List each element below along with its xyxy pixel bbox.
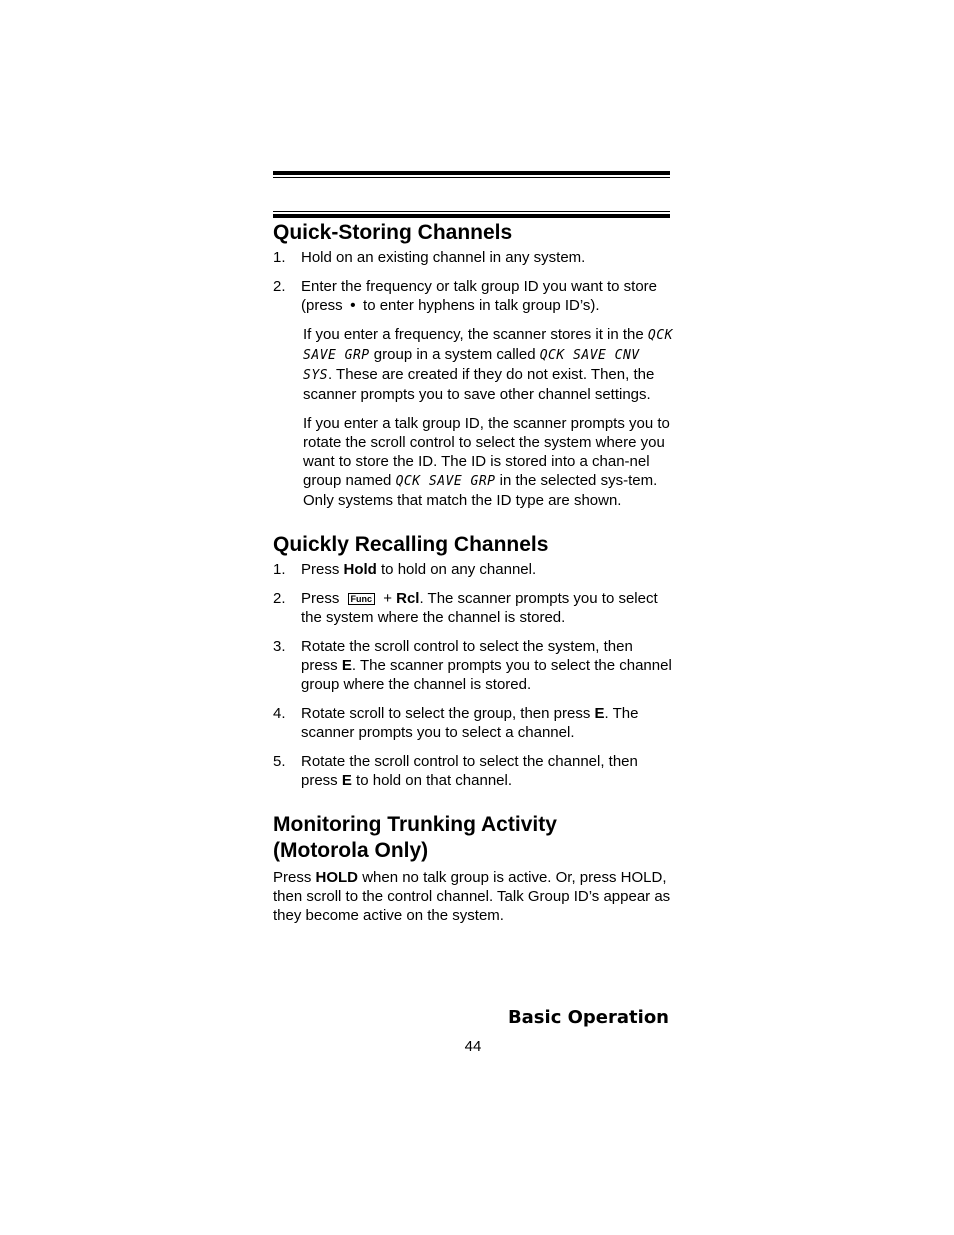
quick-storing-steps bbox=[273, 248, 673, 315]
list-item: 1. Hold on an existing channel in any system. bbox=[273, 249, 586, 266]
func-key-icon: Func bbox=[348, 593, 376, 605]
dot-key-icon: • bbox=[350, 297, 356, 314]
note-paragraph: If you enter a talk group ID, the scanner prompts you to rotate the scroll control to select the system where you want to store the ID. The ID is stored into a chan-nel group named QCK SAVE GRP in the selected sys-tem. Only systems that match the ID type are shown. bbox=[303, 415, 670, 509]
list-item: 2. Press Func + Rcl. The scanner prompts you to select the system where the channel is stored. bbox=[273, 590, 658, 626]
list-item: 4. Rotate scroll to select the group, then press E. The scanner prompts you to select a channel. bbox=[273, 705, 639, 741]
quickly-recalling-steps bbox=[273, 560, 673, 790]
page-number: 44 bbox=[464, 1038, 482, 1055]
list-item: 5. Rotate the scroll control to select the channel, then press E to hold on that channel. bbox=[273, 753, 638, 789]
list-item: 3. Rotate the scroll control to select the system, then press E. The scanner prompts you to select the channel group where the channel is stored. bbox=[273, 638, 672, 693]
lcd-text: QCK SAVE CNV SYS bbox=[303, 348, 640, 383]
top-rule bbox=[273, 171, 670, 178]
lcd-text: QCK SAVE GRP bbox=[303, 328, 673, 363]
list-item: 1. Press Hold to hold on any channel. bbox=[273, 561, 537, 578]
section-rule bbox=[273, 211, 670, 218]
note-paragraph: If you enter a frequency, the scanner stores it in the QCK SAVE GRP group in a system called QCK SAVE CNV SYS. These are created if they do not exist. Then, the scanner prompts you to save other channel settings. bbox=[303, 326, 673, 403]
heading-monitoring-trunking: Monitoring Trunking Activity (Motorola Only) bbox=[273, 813, 557, 862]
heading-quickly-recalling: Quickly Recalling Channels bbox=[273, 533, 549, 556]
page-content bbox=[273, 220, 673, 925]
heading-quick-storing: Quick-Storing Channels bbox=[273, 221, 513, 244]
monitoring-paragraph: Press HOLD when no talk group is active. Or, press HOLD, then scroll to the control channel. Talk Group ID’s appear as they become active on the system. bbox=[273, 869, 671, 924]
lcd-text: QCK SAVE GRP bbox=[395, 474, 496, 489]
list-item: 2. Enter the frequency or talk group ID you want to store (press • to enter hyphens in talk group ID’s). bbox=[273, 278, 658, 314]
footer-section-title: Basic Operation bbox=[507, 1007, 669, 1028]
